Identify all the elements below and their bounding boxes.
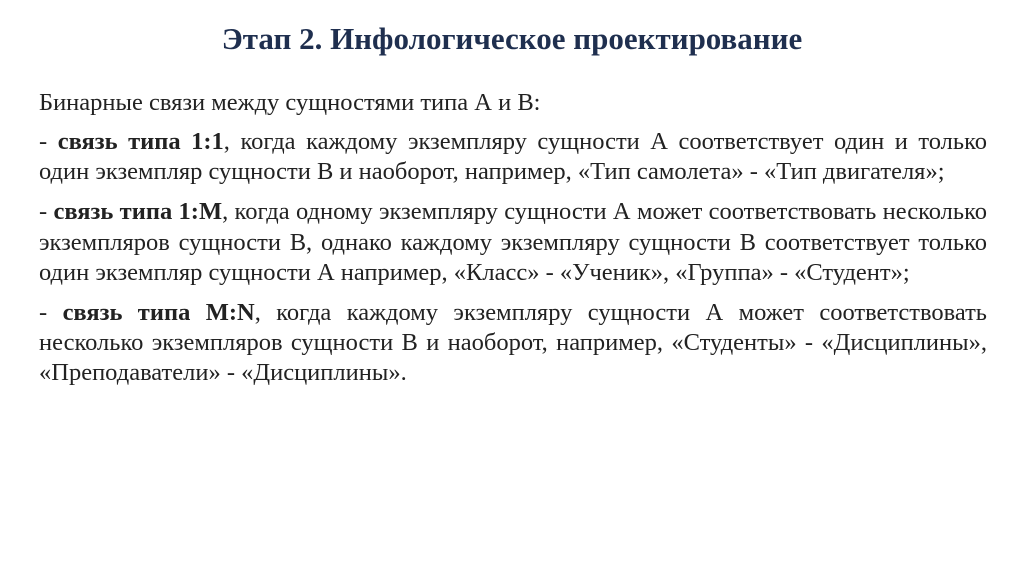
item-description: , когда одному экземпляру сущности А может соответствовать несколько экземпляров сущности В, однако каждому экземпляру сущности В соответствует только один экземпляр сущности А например, «Класс» - «Ученик», «Группа» - «Студент»; [39, 198, 987, 286]
item-dash: - [39, 298, 63, 326]
relation-item-1-1 [39, 127, 987, 187]
item-dash: - [39, 128, 58, 156]
relation-item-1-m [39, 197, 987, 287]
item-dash: - [39, 198, 54, 226]
intro-text: Бинарные связи между сущностями типа А и В: [39, 89, 541, 116]
slide-title: Этап 2. Инфологическое проектирование [221, 21, 803, 56]
item-keyword: связь типа 1:М [53, 198, 223, 226]
slide-content [39, 88, 987, 398]
item-keyword: связь типа 1:1 [57, 128, 224, 156]
relation-item-m-n [39, 298, 987, 388]
item-description: , когда каждому экземпляру сущности А может соответствовать несколько экземпляров сущности В и наоборот, например, «Студенты» - «Дисциплины», «Преподаватели» - «Дисциплины». [39, 298, 987, 386]
item-keyword: связь типа M:N [62, 298, 255, 326]
item-description: , когда каждому экземпляру сущности А соответствует один и только один экземпляр сущности В и наоборот, например, «Тип самолета» - «Тип двигателя»; [39, 128, 987, 186]
